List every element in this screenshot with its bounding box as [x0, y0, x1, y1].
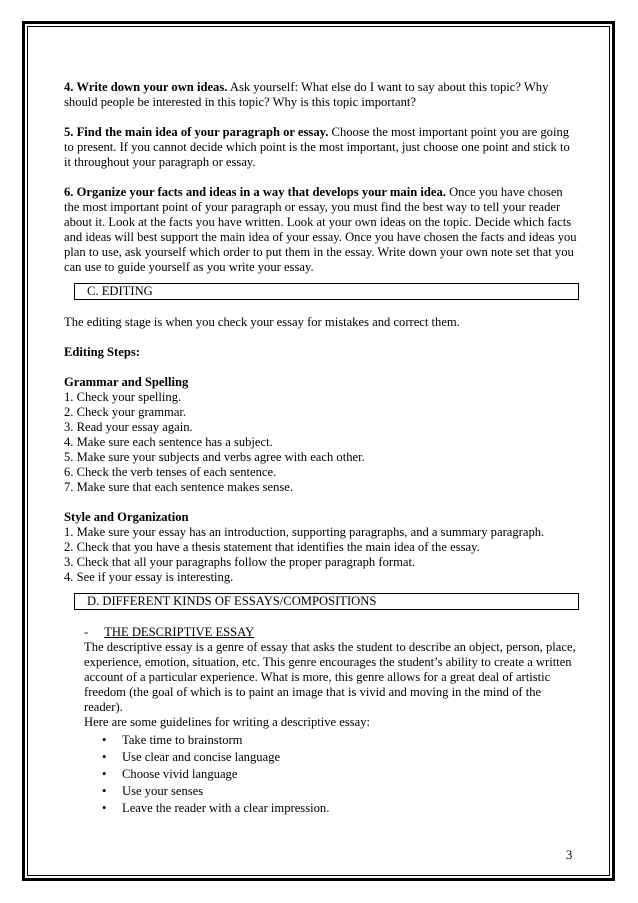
bullet: • [102, 750, 107, 764]
grammar-heading: Grammar and Spelling [64, 375, 189, 389]
list-item: • Take time to brainstorm [102, 733, 243, 747]
step-4 [64, 80, 579, 110]
step-text: Ask yourself: What else do I want to say about this topic? Why should people be interested in this topic? Why is this topic important? [64, 80, 549, 109]
step-5 [64, 125, 579, 170]
page-number: 3 [566, 848, 573, 862]
bullet: • [102, 733, 107, 747]
step-heading: 5. Find the main idea of your paragraph or essay. [64, 125, 329, 139]
list-item: • Use clear and concise language [102, 750, 281, 764]
list-item: 6. Check the verb tenses of each sentence. [64, 465, 277, 479]
bullet: • [102, 801, 107, 815]
list-item: 1. Make sure your essay has an introduction, supporting paragraphs, and a summary paragraph. [64, 525, 545, 539]
list-item: 4. See if your essay is interesting. [64, 570, 234, 584]
step-text: Once you have chosen the most important point of your paragraph or essay, you must find the best way to tell your reader about it. Look at the facts you have written. Look at your own ideas on the topic. Decide which facts and ideas will best support the main idea of your essay. Once you have chosen the facts and ideas you plan to use, ask yourself which order to put them in the essay. Write down your own note set that you can use to guide yourself as you write your essay. [64, 185, 577, 274]
step-heading: 4. Write down your own ideas. [64, 80, 228, 94]
list-item: 4. Make sure each sentence has a subject. [64, 435, 273, 449]
dash: - [84, 625, 89, 639]
list-item: 2. Check your grammar. [64, 405, 187, 419]
editing-intro: The editing stage is when you check your essay for mistakes and correct them. [64, 315, 460, 329]
descriptive-essay-body: The descriptive essay is a genre of essay that asks the student to describe an object, person, place, experience, emotion, situation, etc. This genre encourages the student’s ability to create a written account of a particular experience. What is more, this genre allows for a great deal of artistic freedom (the goal of which is to paint an image that is vivid and moving in the mind of the reader). [84, 640, 576, 714]
section-d-header: D. DIFFERENT KINDS OF ESSAYS/COMPOSITIONS [74, 593, 579, 610]
style-heading: Style and Organization [64, 510, 189, 524]
editing-steps-heading: Editing Steps: [64, 345, 140, 359]
list-item: • Choose vivid language [102, 767, 238, 781]
step-6 [64, 185, 579, 275]
list-item: 3. Check that all your paragraphs follow the proper paragraph format. [64, 555, 416, 569]
descriptive-essay-block [84, 625, 579, 730]
step-text: Choose the most important point you are going to present. If you cannot decide which point is the most important, just choose one point and stick to it throughout your paragraph or essay. [64, 125, 570, 169]
list-item: 5. Make sure your subjects and verbs agree with each other. [64, 450, 365, 464]
list-item: 3. Read your essay again. [64, 420, 193, 434]
list-item: • Use your senses [102, 784, 204, 798]
section-c-header: C. EDITING [74, 283, 579, 300]
bullet: • [102, 784, 107, 798]
list-item: 1. Check your spelling. [64, 390, 182, 404]
guidelines-intro: Here are some guidelines for writing a descriptive essay: [84, 715, 371, 729]
list-item: 2. Check that you have a thesis statement that identifies the main idea of the essay. [64, 540, 480, 554]
list-item: 7. Make sure that each sentence makes sense. [64, 480, 294, 494]
guidelines-list [64, 732, 579, 817]
bullet: • [102, 767, 107, 781]
page-content [64, 80, 579, 817]
list-item: • Leave the reader with a clear impression. [102, 801, 330, 815]
step-heading: 6. Organize your facts and ideas in a way that develops your main idea. [64, 185, 446, 199]
descriptive-essay-title: - THE DESCRIPTIVE ESSAY [84, 625, 255, 639]
